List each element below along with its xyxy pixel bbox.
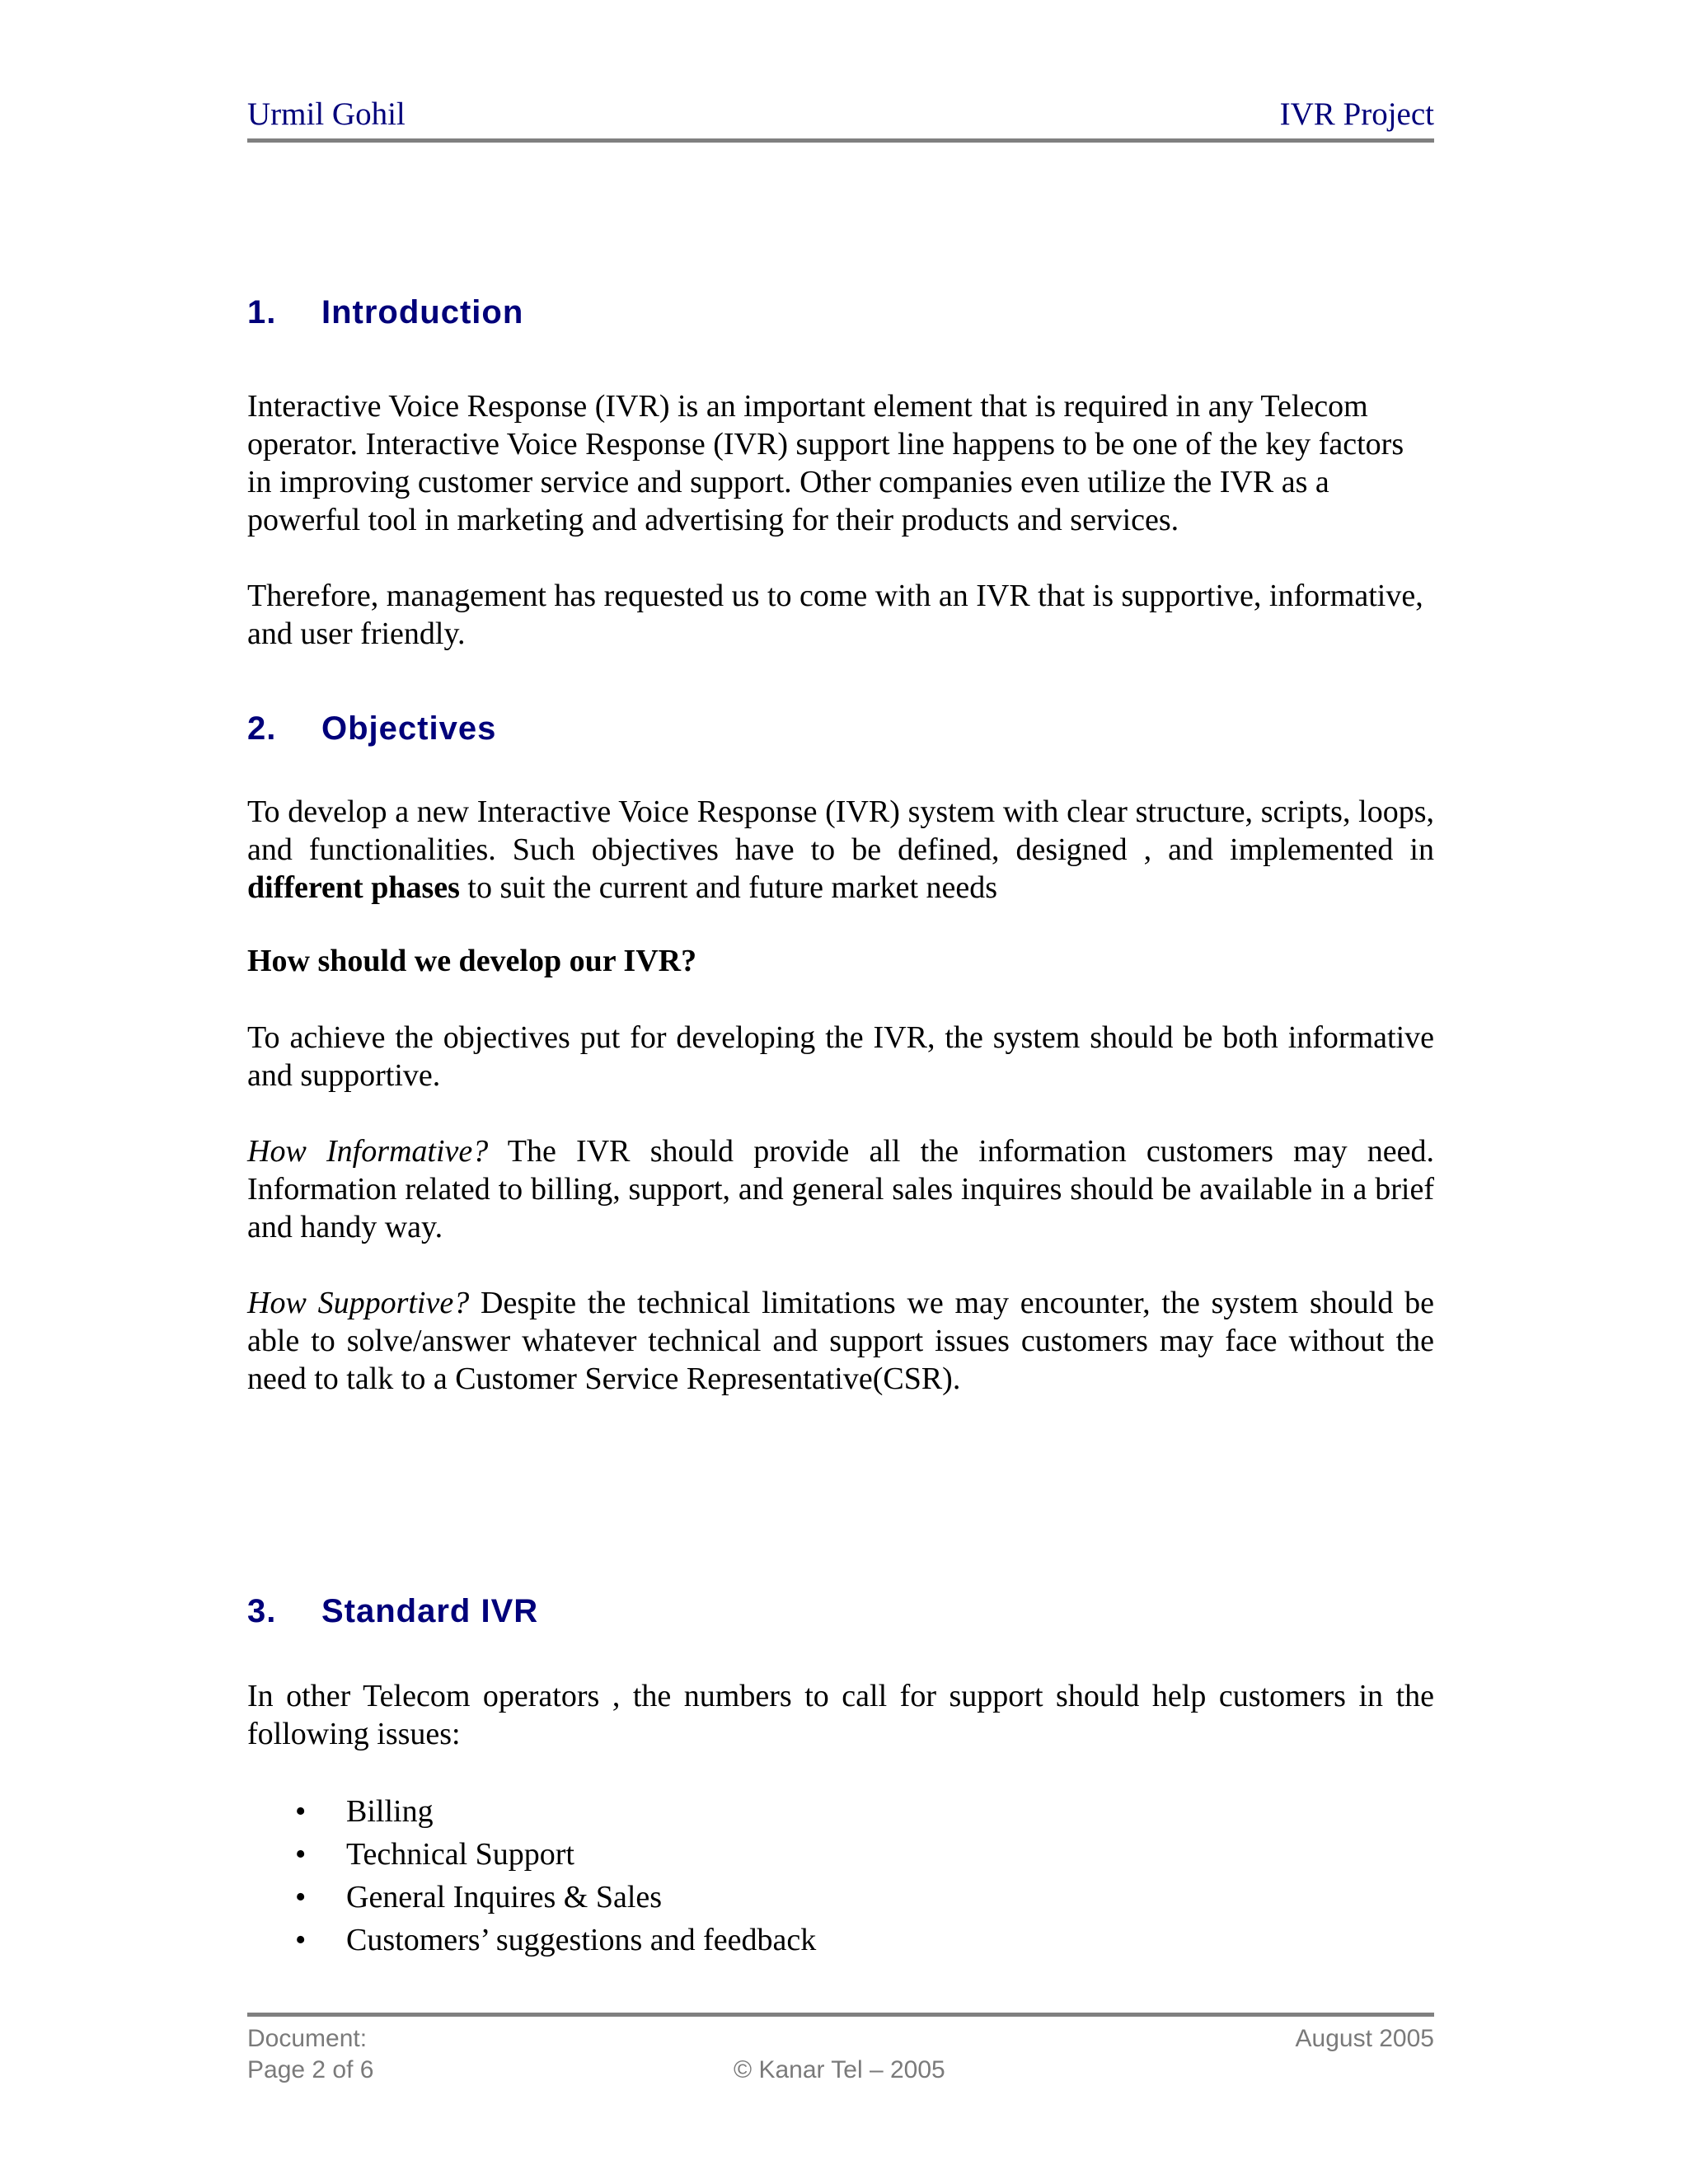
objectives-text: To develop a new Interactive Voice Response (IVR) system with clear structure, scripts, loops, and functionalities. Such objectives have to be defined, designed , and implemented in — [247, 794, 1434, 867]
page-header — [247, 96, 1434, 143]
objectives-subheading: How should we develop our IVR? — [247, 944, 697, 978]
informative-label: How Informative? — [247, 1134, 489, 1169]
footer-copyright: © Kanar Tel – 2005 — [734, 2056, 945, 2083]
section-title: Objectives — [321, 710, 497, 747]
support-issues-list — [247, 1790, 1434, 1961]
supportive-text: Despite the technical limitations we may encounter, the system should be able to solve/answer whatever technical and support issues customers may face without the need to talk to a Customer Service Representative(CSR). — [247, 1286, 1434, 1396]
document-page — [247, 0, 1434, 2184]
list-item: • Billing — [247, 1790, 1434, 1833]
objectives-text-end: to suit the current and future market needs — [459, 870, 998, 905]
informative-paragraph — [247, 1132, 1434, 1246]
header-project: IVR Project — [1279, 96, 1434, 132]
list-item: • General Inquires & Sales — [247, 1876, 1434, 1919]
section-heading-objectives — [247, 710, 496, 748]
footer-document-label: Document: — [247, 2025, 368, 2052]
list-item: • Customers’ suggestions and feedback — [247, 1919, 1434, 1961]
list-item: • Technical Support — [247, 1833, 1434, 1876]
informative-text: The IVR should provide all the information customers may need. Information related to billing, support, and general sales inquires should be available in a brief and handy way. — [247, 1134, 1435, 1244]
section-title: Standard IVR — [321, 1593, 539, 1629]
intro-paragraph-2: Therefore, management has requested us to come with an IVR that is supportive, informative, and user friendly. — [247, 579, 1423, 651]
page-footer — [247, 2013, 1434, 2091]
intro-paragraph-1: Interactive Voice Response (IVR) is an important element that is required in any Telecom operator. Interactive Voice Response (IVR) support line happens to be one of the key factors in improving customer service and support. Other companies even utilize the IVR as a powerful tool in marketing and advertising for their products and services. — [247, 389, 1404, 537]
section-number: 1. — [247, 294, 277, 330]
header-author: Urmil Gohil — [247, 96, 406, 132]
section-heading-introduction — [247, 294, 523, 331]
section-title: Introduction — [321, 294, 524, 330]
supportive-label: How Supportive? — [247, 1286, 470, 1320]
footer-date: August 2005 — [1295, 2025, 1434, 2052]
objectives-paragraph-2: To achieve the objectives put for developing the IVR, the system should be both informative and supportive. — [247, 1020, 1434, 1093]
objectives-emphasis: different phases — [247, 870, 460, 905]
supportive-paragraph — [247, 1284, 1434, 1398]
section-number: 2. — [247, 710, 277, 747]
section-heading-standard-ivr — [247, 1593, 538, 1630]
footer-page-number: Page 2 of 6 — [247, 2056, 374, 2083]
standard-paragraph-1: In other Telecom operators , the numbers to call for support should help customers in the following issues: — [247, 1679, 1434, 1751]
section-number: 3. — [247, 1593, 277, 1629]
objectives-paragraph-1 — [247, 793, 1434, 907]
